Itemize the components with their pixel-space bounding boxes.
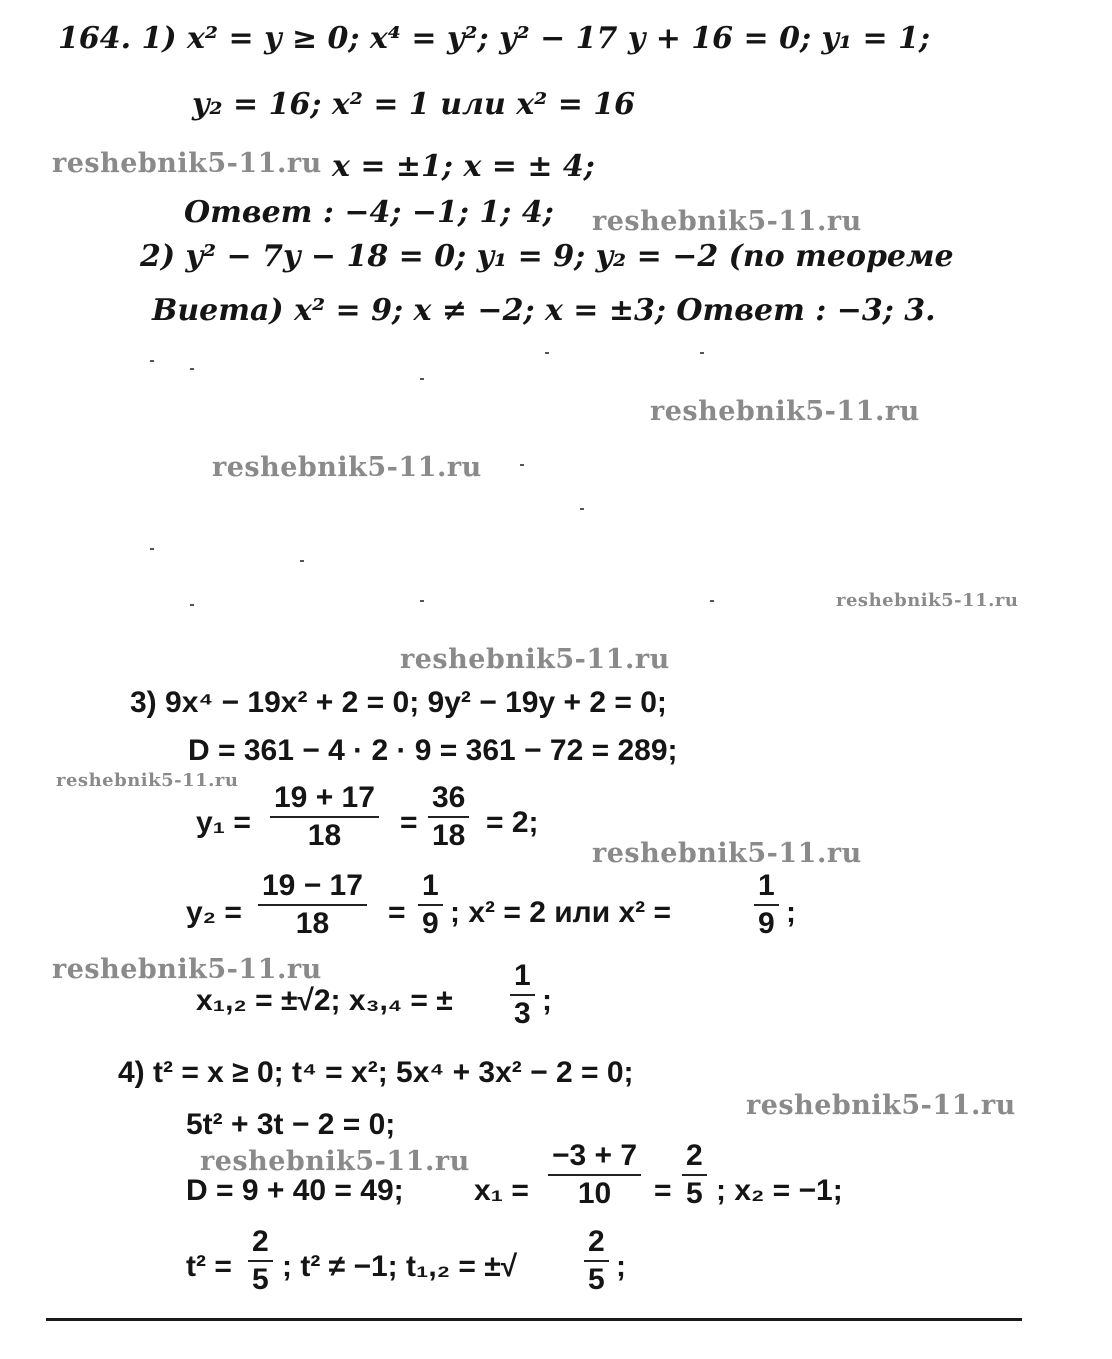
- task-4-x1-fraction-2: [682, 1140, 707, 1209]
- task-3-y1-result: = 2;: [486, 806, 539, 839]
- watermark: reshebnik5-11.ru: [56, 770, 239, 791]
- equals-sign: =: [654, 1174, 672, 1207]
- denominator: 18: [295, 906, 330, 940]
- speck: [710, 600, 714, 602]
- task-3-line-1: 3) 9x⁴ − 19x² + 2 = 0; 9y² − 19y + 2 = 0;: [130, 686, 667, 719]
- bottom-rule: [46, 1318, 1022, 1321]
- task-4-line-2: 5t² + 3t − 2 = 0;: [186, 1108, 396, 1141]
- numerator: 1: [754, 870, 779, 906]
- task-4-line-1: 4) t² = x ≥ 0; t⁴ = x²; 5x⁴ + 3x² − 2 = 0;: [118, 1056, 634, 1089]
- speck: [545, 352, 549, 354]
- speck: [420, 600, 424, 602]
- speck: [420, 378, 424, 380]
- task-3-y1-label: y₁ =: [196, 806, 251, 839]
- watermark: reshebnik5-11.ru: [650, 396, 920, 427]
- watermark: reshebnik5-11.ru: [212, 452, 482, 483]
- numerator: 36: [428, 782, 469, 818]
- semicolon: ;: [616, 1250, 626, 1283]
- numerator: 19 − 17: [258, 870, 367, 906]
- task-3-y2-tail: ; x² = 2 или x² =: [450, 896, 672, 929]
- task-3-y2-fraction: [258, 870, 367, 939]
- task-1-line-2: y₂ = 16; x² = 1 или x² = 16: [192, 87, 636, 122]
- denominator: 10: [577, 1176, 612, 1210]
- task-4-x1-label: x₁ =: [474, 1174, 529, 1207]
- numerator: 1: [418, 870, 443, 906]
- watermark: reshebnik5-11.ru: [746, 1090, 1016, 1121]
- task-2-line-1: 2) y² − 7y − 18 = 0; y₁ = 9; y₂ = −2 (по теореме: [140, 239, 954, 274]
- task-3-y2-fraction-3: [754, 870, 779, 939]
- watermark: reshebnik5-11.ru: [592, 838, 862, 869]
- speck: [580, 508, 584, 510]
- task-2-line-2: Виета) x² = 9; x ≠ −2; x = ±3; Ответ : −3; 3.: [152, 293, 936, 328]
- task-3-y1-fraction: [270, 782, 379, 851]
- speck: [190, 368, 194, 370]
- speck: [150, 548, 154, 550]
- watermark: reshebnik5-11.ru: [200, 1146, 470, 1177]
- speck: [190, 604, 194, 606]
- task-4-t-fraction-2: [584, 1226, 609, 1295]
- task-3-x-fraction: [510, 960, 535, 1029]
- denominator: 5: [686, 1176, 703, 1210]
- task-3-y1-fraction-2: [428, 782, 469, 851]
- speck: [300, 560, 304, 562]
- numerator: −3 + 7: [548, 1140, 641, 1176]
- task-1-line-3: x = ±1; x = ± 4;: [332, 149, 595, 184]
- semicolon: ;: [542, 984, 552, 1017]
- task-4-x1-tail: ; x₂ = −1;: [716, 1174, 843, 1207]
- task-3-y2-fraction-2: [418, 870, 443, 939]
- denominator: 3: [514, 996, 531, 1030]
- denominator: 18: [432, 818, 466, 852]
- numerator: 19 + 17: [270, 782, 379, 818]
- numerator: 2: [248, 1226, 273, 1262]
- denominator: 5: [252, 1262, 269, 1296]
- task-3-discriminant: D = 361 − 4 · 2 · 9 = 361 − 72 = 289;: [188, 734, 678, 767]
- watermark: reshebnik5-11.ru: [400, 644, 670, 675]
- equals-sign: =: [388, 896, 406, 929]
- equals-sign: =: [400, 806, 418, 839]
- task-4-x1-fraction: [548, 1140, 641, 1209]
- denominator: 9: [422, 906, 439, 940]
- numerator: 2: [682, 1140, 707, 1176]
- task-1-line-1: 164. 1) x² = y ≥ 0; x⁴ = y²; y² − 17 y + 16 = 0; y₁ = 1;: [58, 21, 931, 56]
- task-3-roots: x₁,₂ = ±√2; x₃,₄ = ±: [196, 984, 453, 1017]
- speck: [150, 360, 154, 362]
- watermark: reshebnik5-11.ru: [592, 206, 862, 237]
- semicolon: ;: [786, 896, 796, 929]
- denominator: 5: [588, 1262, 605, 1296]
- task-4-t-label: t² =: [186, 1250, 232, 1283]
- task-3-y2-label: y₂ =: [186, 896, 242, 929]
- denominator: 18: [307, 818, 342, 852]
- numerator: 1: [510, 960, 535, 996]
- watermark: reshebnik5-11.ru: [52, 954, 322, 985]
- speck: [520, 464, 524, 466]
- task-4-t-mid: ; t² ≠ −1; t₁,₂ = ±√: [282, 1250, 518, 1283]
- task-4-t-fraction: [248, 1226, 273, 1295]
- watermark: reshebnik5-11.ru: [52, 148, 322, 179]
- watermark: reshebnik5-11.ru: [836, 590, 1019, 611]
- denominator: 9: [758, 906, 775, 940]
- speck: [700, 352, 704, 354]
- task-4-discriminant: D = 9 + 40 = 49;: [186, 1174, 404, 1207]
- task-1-answer: Ответ : −4; −1; 1; 4;: [184, 195, 554, 230]
- numerator: 2: [584, 1226, 609, 1262]
